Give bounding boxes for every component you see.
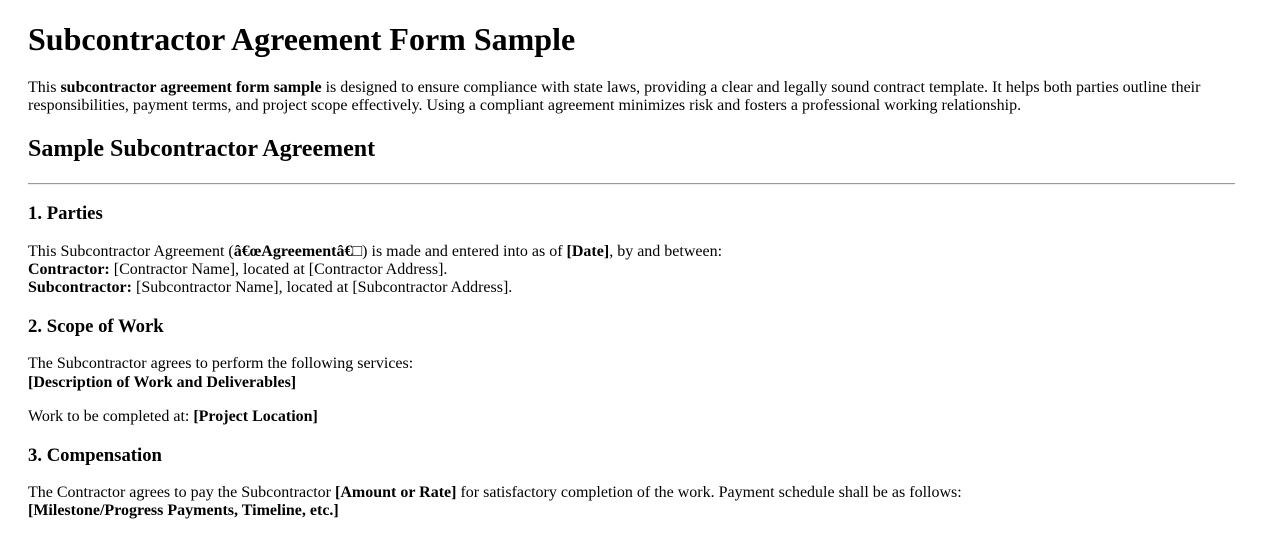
- subcontractor-text: [Subcontractor Name], located at [Subcontractor Address].: [131, 279, 513, 297]
- scope-paragraph: [28, 355, 1235, 392]
- parties-text: This Subcontractor Agreement (: [28, 242, 234, 260]
- location-text: Work to be completed at:: [28, 408, 194, 426]
- parties-paragraph: [28, 243, 1235, 298]
- location-placeholder: [Project Location]: [193, 408, 318, 426]
- compensation-paragraph: [28, 484, 1235, 521]
- compensation-text-end: for satisfactory completion of the work. Payment schedule shall be as follows:: [456, 484, 962, 502]
- agreement-heading: Sample Subcontractor Agreement: [28, 135, 376, 162]
- section-heading-parties: 1. Parties: [28, 203, 103, 225]
- intro-bold: subcontractor agreement form sample: [60, 78, 322, 96]
- parties-text-end: , by and between:: [609, 242, 723, 260]
- page-title: Subcontractor Agreement Form Sample: [28, 21, 576, 57]
- section-heading-compensation: 3. Compensation: [28, 444, 162, 466]
- section-heading-scope: 2. Scope of Work: [28, 315, 164, 337]
- intro-paragraph: [28, 79, 1235, 116]
- contractor-text: [Contractor Name], located at [Contractor Address].: [109, 261, 448, 279]
- compensation-text: The Contractor agrees to pay the Subcontractor: [28, 484, 335, 502]
- scope-text: The Subcontractor agrees to perform the following services:: [28, 355, 414, 373]
- intro-text-rest: is designed to ensure compliance with state laws, providing a clear and legally sound contract template. It helps both parties outline their responsibilities, payment terms, and project scope effectively. Using a compliant agreement minimizes risk and fosters a professional working relationship.: [28, 78, 1201, 115]
- description-placeholder: [Description of Work and Deliverables]: [28, 373, 297, 391]
- intro-text: This: [28, 78, 61, 96]
- parties-text-mid: ) is made and entered into as of: [362, 242, 567, 260]
- subcontractor-label: Subcontractor:: [28, 279, 132, 297]
- schedule-placeholder: [Milestone/Progress Payments, Timeline, etc.]: [28, 502, 339, 520]
- location-paragraph: [28, 408, 1235, 426]
- amount-placeholder: [Amount or Rate]: [335, 484, 457, 502]
- divider: [28, 183, 1235, 185]
- agreement-term: â€œAgreementâ€□: [233, 242, 363, 260]
- contractor-label: Contractor:: [28, 261, 110, 279]
- date-placeholder: [Date]: [566, 242, 610, 260]
